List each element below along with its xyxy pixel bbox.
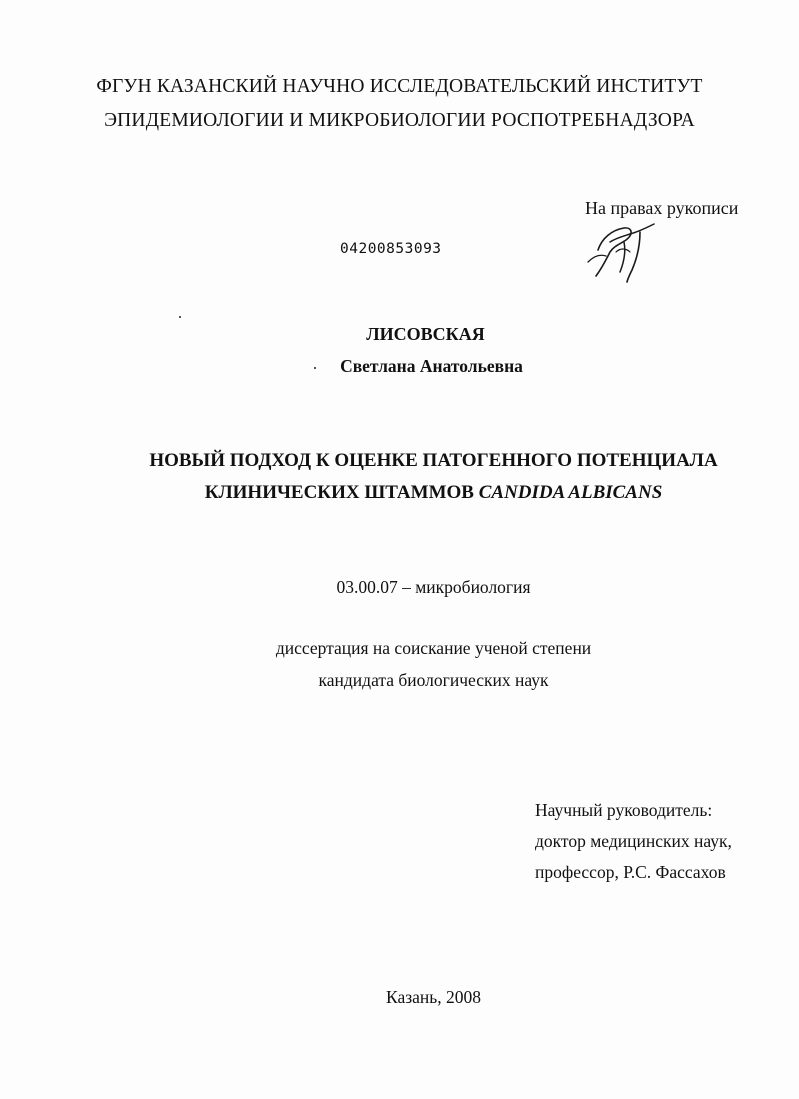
scan-speck — [179, 316, 181, 318]
handwritten-signature — [580, 212, 670, 284]
degree-line-2: кандидата биологических наук — [318, 670, 549, 690]
supervisor-name: профессор, Р.С. Фассахов — [535, 862, 726, 882]
specialty-code: 03.00.07 – микробиология — [336, 577, 531, 597]
degree-line-1: диссертация на соискание ученой степени — [275, 638, 592, 658]
author-surname: ЛИСОВСКАЯ — [366, 324, 485, 344]
dissertation-title-line-1: НОВЫЙ ПОДХОД К ОЦЕНКЕ ПАТОГЕННОГО ПОТЕНЦИАЛА — [149, 450, 718, 471]
title-species-name: CANDIDA ALBICANS — [478, 482, 663, 503]
title-line-2-prefix: КЛИНИЧЕСКИХ ШТАММОВ — [204, 482, 474, 503]
dissertation-title-line-2 — [34, 482, 799, 504]
institute-name-line-1: ФГУН КАЗАНСКИЙ НАУЧНО ИССЛЕДОВАТЕЛЬСКИЙ ИНСТИТУТ — [96, 76, 703, 97]
city-year: Казань, 2008 — [386, 987, 481, 1007]
institute-name-line-2: ЭПИДЕМИОЛОГИИ И МИКРОБИОЛОГИИ РОСПОТРЕБНАДЗОРА — [104, 110, 695, 131]
supervisor-label: Научный руководитель: — [535, 800, 713, 820]
author-given-names: Светлана Анатольевна — [340, 356, 523, 376]
registration-number: 04200853093 — [340, 241, 442, 257]
supervisor-degree: доктор медицинских наук, — [535, 831, 732, 851]
manuscript-rights-note: На правах рукописи — [585, 198, 739, 218]
